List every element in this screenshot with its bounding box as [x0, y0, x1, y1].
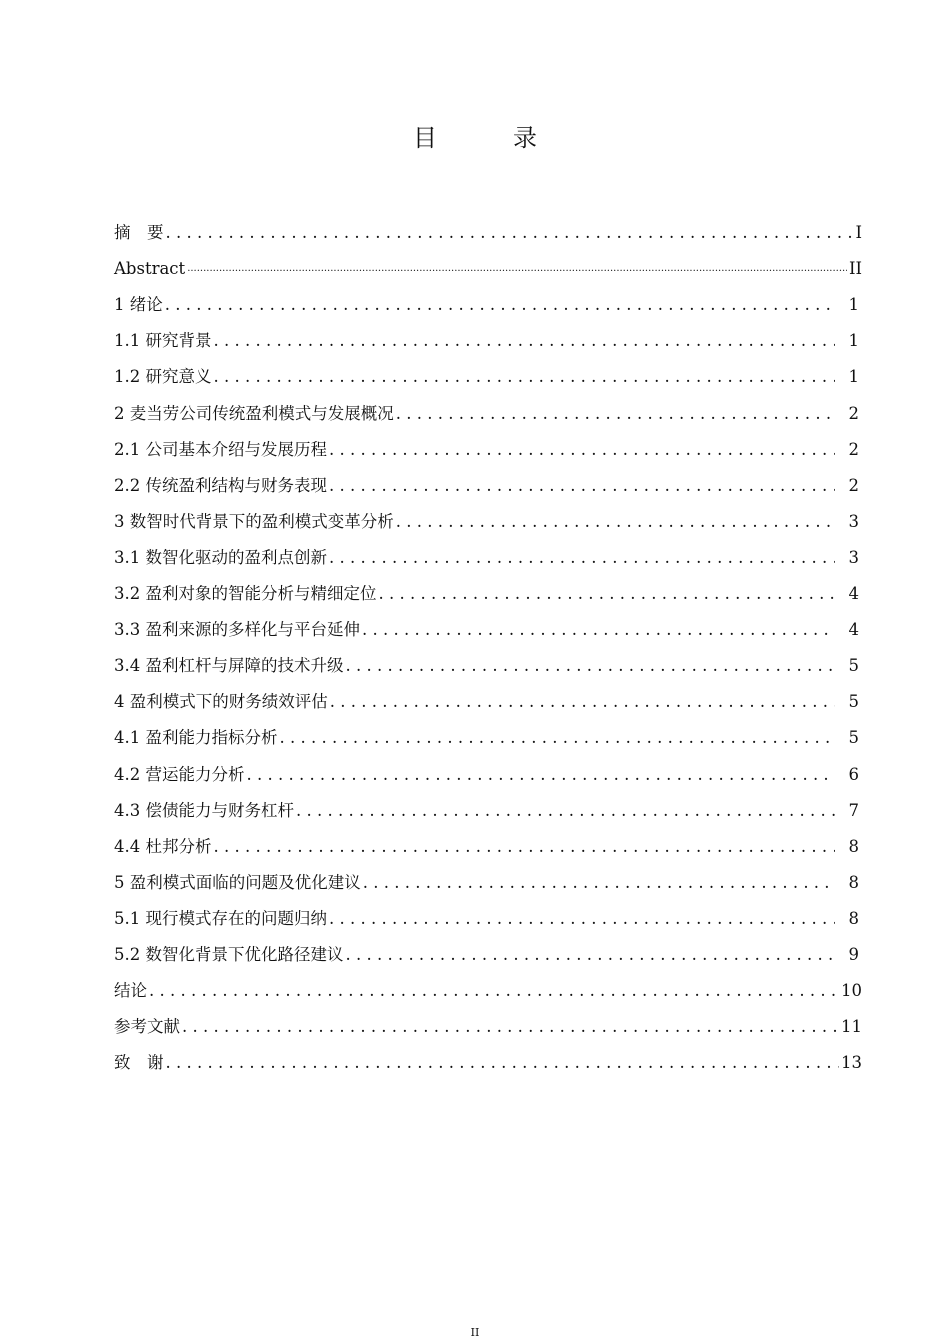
- toc-entry-section-2-2[interactable]: [114, 461, 862, 497]
- toc-entry-label: 2 麦当劳公司传统盈利模式与发展概况: [114, 403, 394, 423]
- toc-entry-label: 4.4 杜邦分析: [114, 836, 212, 856]
- toc-leader-dots: [296, 800, 835, 822]
- toc-entry-chapter-5[interactable]: [114, 858, 862, 894]
- toc-entry-section-1-2[interactable]: [114, 352, 862, 388]
- toc-entry-page: 9: [848, 944, 859, 964]
- toc-entry-page: 8: [848, 908, 859, 928]
- page-title: 目 录: [413, 124, 563, 152]
- toc-entry-page: 1: [848, 367, 859, 387]
- table-of-contents: [114, 208, 862, 1074]
- toc-entry-section-3-3[interactable]: [114, 605, 862, 641]
- toc-entry-label: 3.4 盈利杠杆与屏障的技术升级: [114, 656, 344, 676]
- toc-entry-page: 8: [848, 872, 859, 892]
- toc-entry-section-3-1[interactable]: [114, 533, 862, 569]
- toc-leader-dots: [329, 908, 835, 930]
- toc-entry-chapter-3[interactable]: [114, 497, 862, 533]
- toc-entry-section-4-1[interactable]: [114, 713, 862, 749]
- toc-entry-section-5-2[interactable]: [114, 930, 862, 966]
- toc-entry-page: 5: [848, 728, 859, 748]
- toc-entry-label: 3.3 盈利来源的多样化与平台延伸: [114, 620, 360, 640]
- toc-entry-page: 2: [848, 403, 859, 423]
- toc-entry-chapter-1[interactable]: [114, 280, 862, 316]
- toc-entry-page: 10: [841, 981, 862, 1001]
- toc-entry-page: 13: [841, 1053, 862, 1073]
- toc-entry-section-4-3[interactable]: [114, 786, 862, 822]
- toc-entry-acknowledgements[interactable]: [114, 1038, 862, 1074]
- toc-entry-label: 5 盈利模式面临的问题及优化建议: [114, 872, 361, 892]
- toc-entry-page: 8: [848, 836, 859, 856]
- toc-entry-section-1-1[interactable]: [114, 316, 862, 352]
- toc-entry-label: 2.2 传统盈利结构与财务表现: [114, 475, 327, 495]
- toc-leader-dots: [330, 691, 835, 713]
- toc-entry-label: 结论: [114, 981, 147, 1001]
- toc-entry-page: 7: [848, 800, 859, 820]
- toc-entry-section-5-1[interactable]: [114, 894, 862, 930]
- toc-entry-references[interactable]: [114, 1002, 862, 1038]
- toc-entry-chapter-4[interactable]: [114, 677, 862, 713]
- toc-leader-dots: [247, 764, 836, 786]
- toc-entry-label: 4.3 偿债能力与财务杠杆: [114, 800, 294, 820]
- toc-leader-dots: [214, 330, 836, 352]
- toc-entry-page: 5: [848, 656, 859, 676]
- toc-entry-label: 摘 要: [114, 223, 164, 243]
- toc-entry-label: 3.1 数智化驱动的盈利点创新: [114, 547, 327, 567]
- toc-entry-label: 1.1 研究背景: [114, 331, 212, 351]
- toc-leader-dots: [166, 222, 854, 244]
- toc-entry-section-2-1[interactable]: [114, 425, 862, 461]
- toc-entry-label: 4.2 营运能力分析: [114, 764, 245, 784]
- toc-leader-dots: [396, 511, 835, 533]
- toc-entry-label: 致 谢: [114, 1053, 164, 1073]
- toc-leader-dots: [346, 944, 836, 966]
- toc-leader-dots: [329, 547, 835, 569]
- toc-entry-label: 4 盈利模式下的财务绩效评估: [114, 692, 328, 712]
- toc-entry-conclusion[interactable]: [114, 966, 862, 1002]
- toc-leader-dots: [165, 294, 835, 316]
- toc-entry-page: 3: [848, 511, 859, 531]
- toc-entry-abstract-en[interactable]: [114, 244, 862, 280]
- toc-entry-label: 3.2 盈利对象的智能分析与精细定位: [114, 584, 377, 604]
- toc-entry-label: 1.2 研究意义: [114, 367, 212, 387]
- toc-leader-dots: [363, 872, 835, 894]
- toc-entry-page: 3: [848, 547, 859, 567]
- toc-entry-label: 1 绪论: [114, 295, 163, 315]
- toc-entry-page: 2: [848, 439, 859, 459]
- toc-leader-dots: [329, 439, 835, 461]
- toc-entry-page: I: [855, 223, 862, 243]
- toc-entry-label: Abstract: [114, 259, 186, 279]
- toc-entry-label: 5.2 数智化背景下优化路径建议: [114, 944, 344, 964]
- toc-leader-dots: [362, 619, 835, 641]
- toc-entry-chapter-2[interactable]: [114, 388, 862, 424]
- toc-entry-page: 4: [848, 620, 859, 640]
- toc-leader-dots: [182, 1016, 839, 1038]
- toc-entry-page: 6: [848, 764, 859, 784]
- toc-entry-section-4-2[interactable]: [114, 749, 862, 785]
- toc-entry-page: 2: [848, 475, 859, 495]
- toc-entry-page: II: [848, 259, 862, 279]
- toc-entry-label: 参考文献: [114, 1017, 180, 1037]
- toc-entry-section-3-2[interactable]: [114, 569, 862, 605]
- toc-leader-dots: [280, 727, 836, 749]
- toc-leader-dots: [187, 258, 847, 280]
- toc-entry-page: 1: [848, 295, 859, 315]
- toc-entry-page: 1: [848, 331, 859, 351]
- toc-entry-label: 3 数智时代背景下的盈利模式变革分析: [114, 511, 394, 531]
- toc-entry-page: 5: [848, 692, 859, 712]
- toc-entry-page: 11: [841, 1017, 862, 1037]
- toc-entry-label: 5.1 现行模式存在的问题归纳: [114, 908, 327, 928]
- toc-entry-page: 4: [848, 584, 859, 604]
- toc-leader-dots: [396, 403, 835, 425]
- toc-leader-dots: [329, 475, 835, 497]
- toc-leader-dots: [166, 1052, 840, 1074]
- toc-entry-section-3-4[interactable]: [114, 641, 862, 677]
- toc-entry-label: 4.1 盈利能力指标分析: [114, 728, 278, 748]
- toc-leader-dots: [149, 980, 839, 1002]
- toc-leader-dots: [214, 836, 836, 858]
- toc-entry-abstract-cn[interactable]: [114, 208, 862, 244]
- toc-leader-dots: [379, 583, 836, 605]
- toc-leader-dots: [346, 655, 836, 677]
- footer-page-number: II: [470, 1326, 480, 1339]
- toc-entry-label: 2.1 公司基本介绍与发展历程: [114, 439, 327, 459]
- toc-leader-dots: [214, 366, 836, 388]
- toc-entry-section-4-4[interactable]: [114, 822, 862, 858]
